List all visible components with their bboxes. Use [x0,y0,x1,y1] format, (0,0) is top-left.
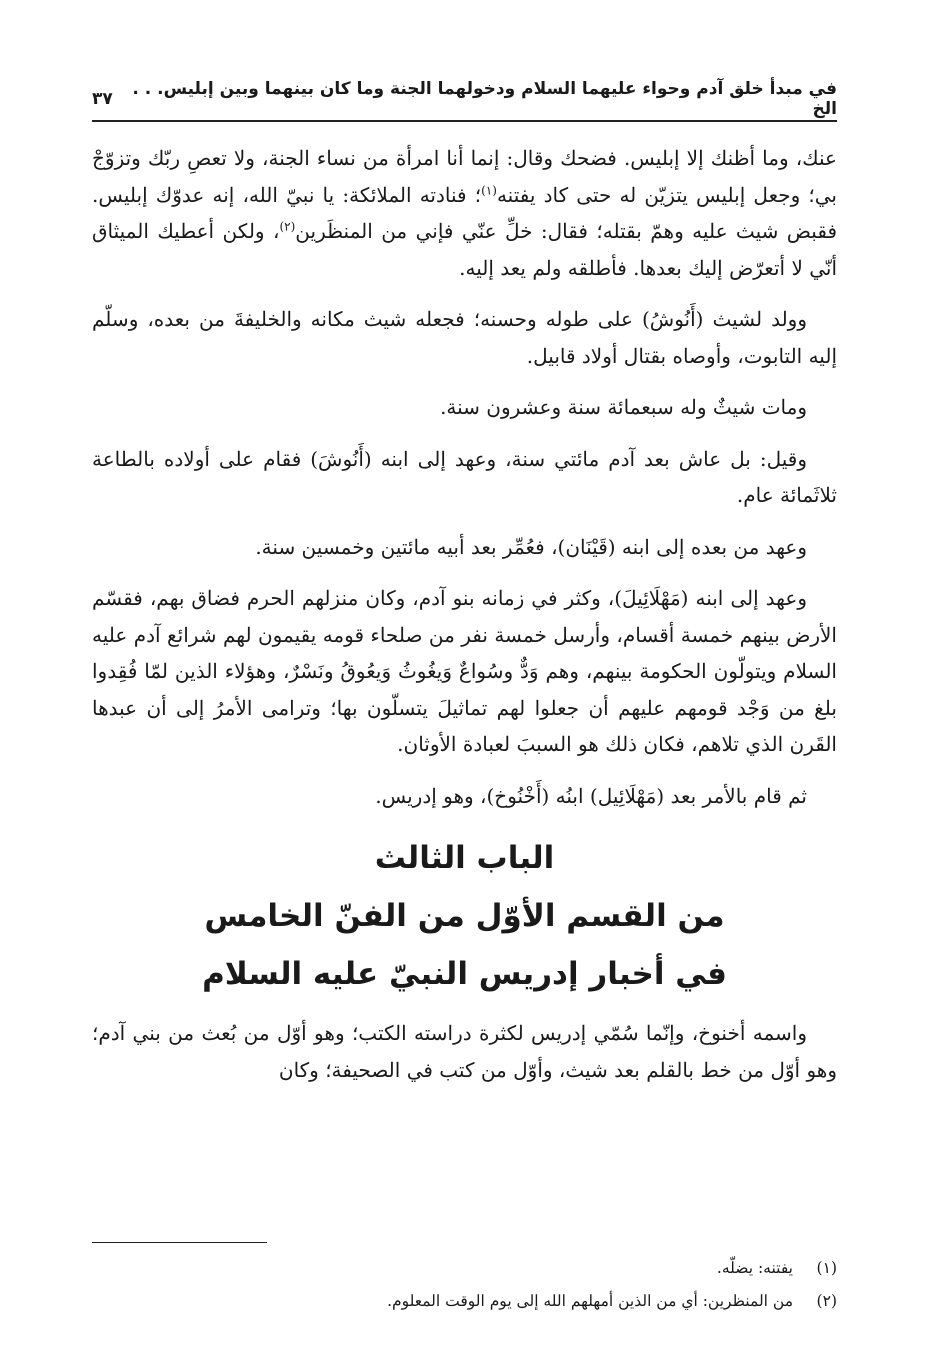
footnote-text: من المنظرين: أي من الذين أمهلهم الله إلى يوم الوقت المعلوم. [387,1292,793,1310]
book-page [92,0,837,1363]
footnote-2 [92,1285,837,1318]
chapter-heading-line-3: في أخبار إدريس النبيّ عليه السلام [202,956,727,992]
page-number: ٣٧ [92,89,113,109]
paragraph-mahlaeel: وعهد إلى ابنه (مَهْلَائِيلَ)، وكثر في زمانه بنو آدم، وكان منزلهم الحرم فضاق بهم، فقسّم الأرض بينهم خمسة أقسام، وأرسل خمسة نفر من صلحاء قومه يقيمون لهم شرائع آدم عليه السلام ويتولّون الحكومة بينهم، وهم وَدٌّ وسُواعٌ وَيغُوثُ وَيعُوقُ ونَسْرٌ، وهؤلاء الذين لمّا فُقِدوا بلغ من وَجْد قومهم عليهم أن جعلوا لهم تماثيلَ يتسلّون بها؛ وترامى الأمرُ إلى أن عبدها القَرن الذي تلاهم، فكان ذلك هو السببَ لعبادة الأوثان. [92,586,837,756]
paragraph-shith-death: ومات شيثٌ وله سبعمائة سنة وعشرون سنة. [440,395,807,419]
main-text [92,140,837,1103]
paragraph-continuation: عنك، وما أظنك إلا إبليس. فضحك وقال: إنما أنا امرأة من نساء الجنة، ولا تعصِ ربّك وتزوّجْ بي؛ وجعل إبليس يتزيّن له حتى كاد يفتنه$^{(١)}$؛ فنادته الملائكة: يا نبيّ الله، إنه عدوّك إبليس. فقبض شيث عليه وهمّ بقتله؛ فقال: خلِّ عنّي فإني من المنظَرين$^{(٢)}$، ولكن أعطيك الميثاق أنّي لا أتعرّض إليك بعدها. فأطلقه ولم يعد إليه. [92,146,838,280]
footnote-ref-1: (١) [481,182,497,197]
footnote-text: يفتنه: يضلّه. [716,1259,793,1277]
footnote-number: (١) [816,1259,837,1277]
footnote-ref-2: (٢) [279,219,296,234]
paragraph-alt-account: وقيل: بل عاش بعد آدم مائتي سنة، وعهد إلى ابنه (أَنُوشَ) فقام على أولاده بالطاعة ثلاثَمائة عام. [92,446,837,507]
running-header [92,79,837,119]
chapter-heading [92,829,837,1003]
paragraph-akhnukh: ثم قام بالأمر بعد (مَهْلَائِيل) ابنُه (أَخْنُوخ)، وهو إدريس. [375,783,807,808]
footnotes [92,1252,837,1318]
chapter-heading-line-2: من القسم الأوّل من الفنّ الخامس [204,898,725,934]
header-rule [92,120,837,122]
paragraph-qaynan: وعهد من بعده إلى ابنه (قَيْنَان)، فعُمِّر بعد أبيه مائتين وخمسين سنة. [255,534,807,559]
footnote-number: (٢) [816,1292,837,1310]
footnote-1 [92,1252,837,1285]
footnote-rule [92,1242,267,1243]
paragraph-anush: وولد لشيث (أَنُوشُ) على طوله وحسنه؛ فجعله شيث مكانه والخليفةَ من بعده، وسلّم إليه التابوت، وأوصاه بقتال أولاد قابيل. [92,307,837,368]
paragraph-idris: واسمه أخنوخ، وإنّما سُمّي إدريس لكثرة دراسته الكتب؛ وهو أوّل من بُعث من بني آدم؛ وهو أوّل من خط بالقلم بعد شيث، وأوّل من كتب في الصحيفة؛ وكان [92,1021,837,1082]
chapter-heading-line-1: الباب الثالث [374,840,555,876]
running-title: في مبدأ خلق آدم وحواء عليهما السلام ودخولهما الجنة وما كان بينهما وبين إبليس. . . الخ [132,79,837,119]
